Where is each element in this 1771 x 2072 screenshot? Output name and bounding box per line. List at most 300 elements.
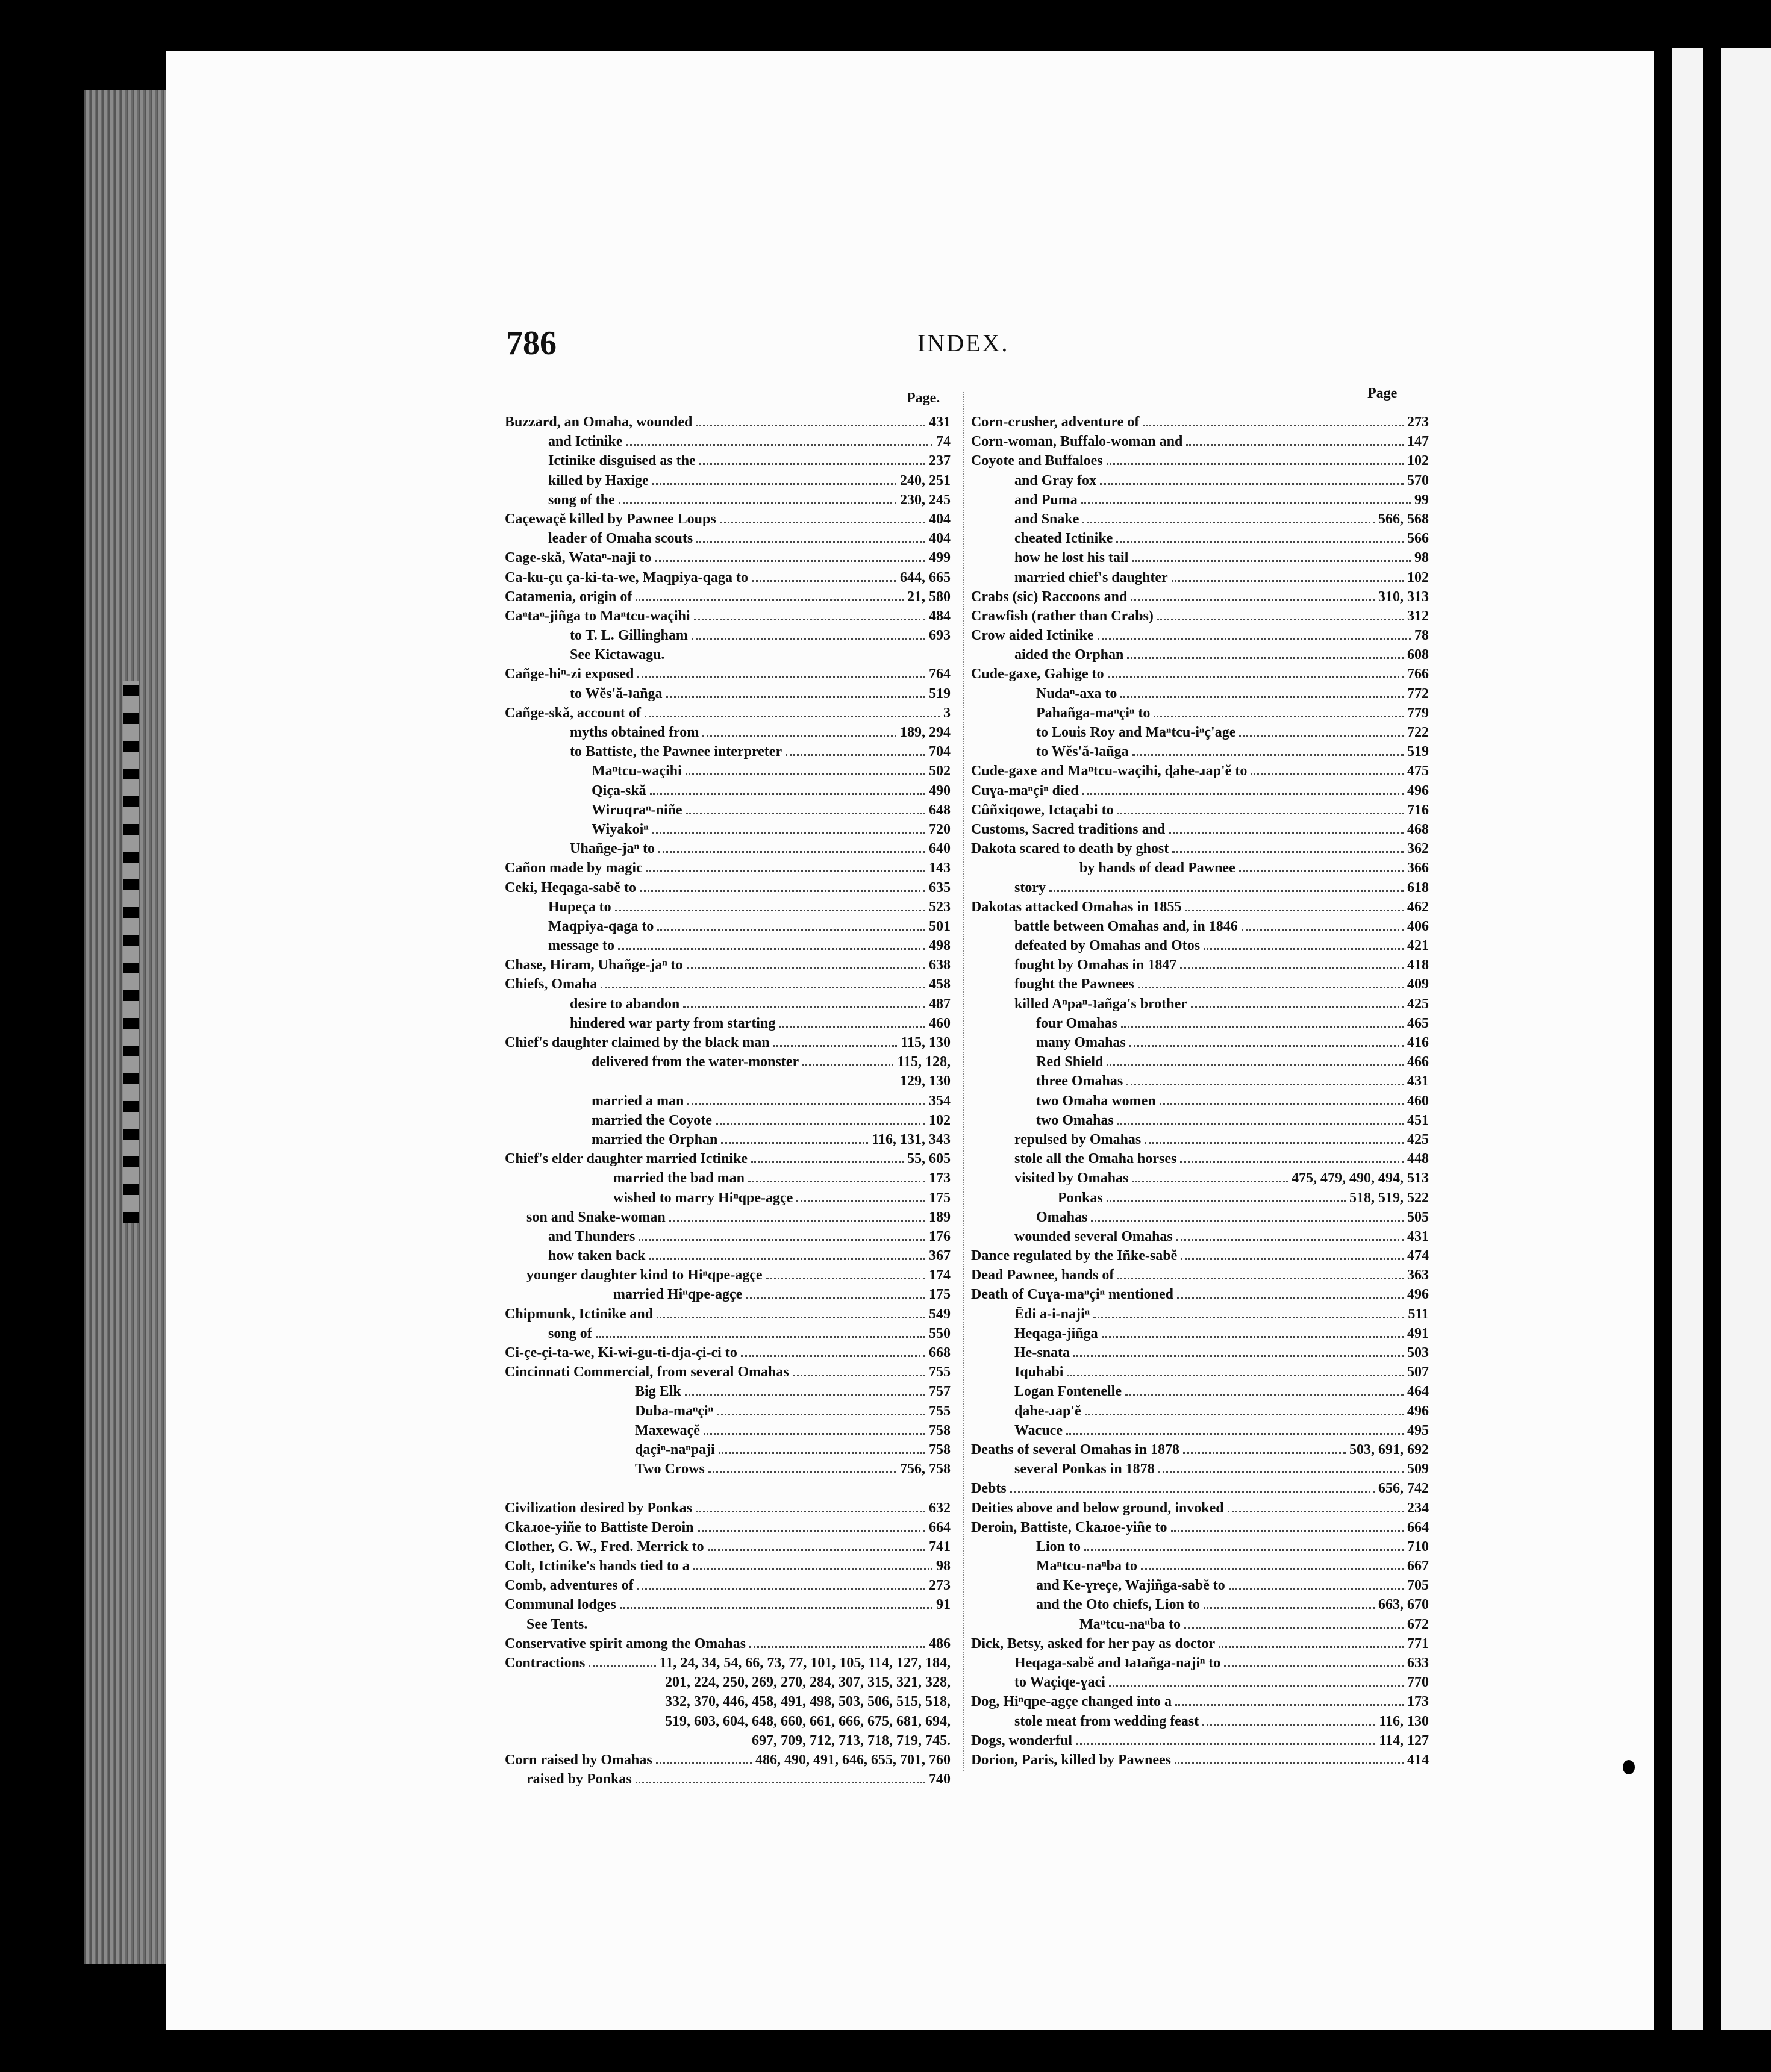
index-entry — [505, 1343, 951, 1362]
index-entry-pages: 406 — [1407, 918, 1429, 934]
index-entry-pages: 115, 130 — [901, 1035, 951, 1050]
dot-leader — [1239, 735, 1404, 737]
index-entry-term: See Tents. — [526, 1616, 588, 1632]
index-entry-pages: 431 — [1407, 1073, 1429, 1090]
index-entry-pages: 490 — [929, 782, 951, 799]
index-entry-pages: 425 — [1407, 1131, 1429, 1147]
index-entry-pages: 91 — [936, 1597, 951, 1613]
index-entry-term: message to — [548, 938, 614, 954]
dot-leader — [717, 1414, 925, 1415]
index-entry-pages: 240, 251 — [900, 472, 951, 488]
index-entry-term: Deroin, Battiste, Ckaɹoe-yiñe to — [971, 1519, 1167, 1535]
index-entry — [971, 587, 1429, 607]
index-entry — [505, 1188, 951, 1208]
dot-leader — [708, 1549, 925, 1551]
index-entry-pages: 78 — [1414, 628, 1429, 644]
dot-leader — [619, 502, 896, 504]
index-entry-term: Nudaⁿ-axa to — [1036, 685, 1117, 702]
dot-leader — [683, 1006, 925, 1008]
index-entry-pages: 566 — [1407, 531, 1429, 547]
index-entry-term: Dance regulated by the Iñke-sabĕ — [971, 1248, 1178, 1264]
index-entry-pages: 496 — [1407, 1403, 1429, 1419]
dot-leader — [1073, 1355, 1404, 1357]
index-entry — [971, 1227, 1429, 1246]
index-entry-term: four Omahas — [1036, 1015, 1117, 1031]
dot-leader — [652, 483, 896, 485]
index-entry-pages: 409 — [1407, 976, 1429, 993]
index-entry — [505, 1382, 951, 1401]
index-entry-term: killed Aⁿpaⁿ-ʇañga's brother — [1014, 996, 1187, 1012]
index-entry — [971, 1576, 1429, 1595]
index-entry-pages: 720 — [929, 821, 951, 837]
index-entry-term: married the Coyote — [592, 1112, 712, 1128]
index-entry-term: Chase, Hiram, Uhañge-jaⁿ to — [505, 957, 683, 973]
dot-leader — [615, 910, 925, 911]
dot-leader — [650, 793, 925, 795]
index-entry — [505, 587, 951, 607]
dot-leader — [637, 1588, 925, 1590]
index-entry-pages: 273 — [1407, 414, 1429, 430]
index-entry-term: He-snata — [1014, 1345, 1070, 1361]
index-entry-term: fought the Pawnees — [1014, 976, 1134, 993]
index-entry-term: to T. L. Gillingham — [570, 628, 688, 644]
index-entry — [505, 1111, 951, 1130]
index-entry-term: Cañge-hiⁿ-zi exposed — [505, 666, 634, 682]
dot-leader — [656, 1762, 752, 1764]
dot-leader — [766, 1278, 926, 1279]
dot-leader — [645, 716, 940, 717]
dot-leader — [699, 463, 925, 465]
dot-leader — [741, 1355, 925, 1357]
index-entry — [505, 955, 951, 975]
index-entry-pages: 704 — [929, 744, 951, 760]
index-entry-term: Wiyakoiⁿ — [592, 821, 649, 837]
index-entry-term: Crow aided Ictinike — [971, 628, 1094, 644]
index-entry-pages: 464 — [1407, 1384, 1429, 1400]
index-entry — [505, 878, 951, 897]
dot-leader — [746, 1297, 925, 1299]
index-entry-pages: 367 — [929, 1248, 951, 1264]
dot-leader — [721, 1142, 868, 1144]
index-entry — [505, 820, 951, 839]
dot-leader — [716, 1123, 925, 1125]
index-entry-term: Iquhabi — [1014, 1364, 1064, 1381]
dot-leader — [1129, 1045, 1404, 1047]
index-entry — [505, 529, 951, 548]
index-entry — [971, 1246, 1429, 1265]
dot-leader — [708, 1471, 896, 1473]
dot-leader — [686, 773, 925, 775]
dot-leader — [696, 1511, 925, 1512]
index-entry-pages: 570 — [1407, 472, 1429, 488]
index-entry-pages: 425 — [1407, 996, 1429, 1012]
spine-binding-marks — [123, 681, 139, 1223]
index-entry-term: song of the — [548, 491, 615, 508]
index-entry-pages: 468 — [1407, 821, 1429, 837]
index-entry — [505, 1615, 951, 1634]
dot-leader — [626, 444, 932, 446]
index-entry — [505, 936, 951, 955]
index-entry-pages: 509 — [1407, 1461, 1429, 1478]
index-entry-pages: 175 — [929, 1287, 951, 1303]
index-entry-term: Contractions — [505, 1655, 586, 1671]
index-entry — [971, 471, 1429, 490]
index-entry — [971, 1091, 1429, 1111]
index-entry-term: Hupeça to — [548, 899, 611, 915]
index-entry-pages: 549 — [929, 1306, 951, 1322]
dot-leader — [649, 1258, 925, 1260]
index-entry-pages: 722 — [1407, 725, 1429, 740]
index-entry-term: two Omaha women — [1036, 1093, 1156, 1109]
dot-leader — [1204, 1607, 1375, 1609]
index-entry-term: Heqaga-jiñga — [1014, 1325, 1098, 1341]
index-entry — [505, 742, 951, 761]
index-entry-term: married the Orphan — [592, 1131, 718, 1147]
index-entry-pages: 764 — [929, 666, 951, 682]
index-entry-term: Caçewaçĕ killed by Pawnee Loups — [505, 511, 716, 527]
dot-leader — [704, 1433, 925, 1435]
dot-leader — [601, 987, 925, 988]
index-entry — [971, 878, 1429, 897]
index-entry — [971, 626, 1429, 645]
index-entry-pages: 465 — [1407, 1015, 1429, 1031]
dot-leader — [696, 541, 925, 543]
index-entry-pages: 758 — [929, 1441, 951, 1458]
index-entry-term: Clother, G. W., Fred. Merrick to — [505, 1538, 704, 1555]
index-entry-term: Red Shield — [1036, 1054, 1104, 1070]
index-entry-pages: 230, 245 — [900, 491, 951, 508]
index-entry — [505, 1130, 951, 1149]
index-entry-pages: 189, 294 — [900, 725, 951, 740]
index-entry — [971, 607, 1429, 626]
index-entry-term: Dog, Hiⁿqpe-agçe changed into a — [971, 1694, 1172, 1710]
dot-leader — [748, 1181, 925, 1182]
dot-leader — [749, 1646, 925, 1648]
index-entry-term: Debts — [971, 1481, 1007, 1497]
index-entry — [971, 684, 1429, 704]
index-entry-term: Dead Pawnee, hands of — [971, 1267, 1114, 1284]
index-entry-pages: 431 — [1407, 1228, 1429, 1244]
index-entry-pages: 664 — [1407, 1519, 1429, 1535]
dot-leader — [786, 754, 925, 756]
index-entry-pages: 418 — [1407, 957, 1429, 973]
index-entry-pages: 129, 130 — [900, 1073, 951, 1090]
index-entry-pages: 487 — [929, 996, 951, 1012]
dot-leader — [1132, 754, 1404, 756]
index-entry-pages: 632 — [929, 1500, 951, 1516]
index-entry-pages: 640 — [929, 841, 951, 857]
index-entry — [971, 1595, 1429, 1614]
dot-leader — [773, 1045, 898, 1047]
index-entry-term: Ēdi a-i-najiⁿ — [1014, 1306, 1090, 1322]
index-entry-pages: 498 — [929, 938, 951, 954]
index-entry-term: Chiefs, Omaha — [505, 976, 598, 993]
index-entry-term: Communal lodges — [505, 1597, 616, 1613]
index-entry — [971, 1518, 1429, 1537]
index-entry-term: and Ictinike — [548, 434, 623, 450]
index-entry-term: Coyote and Buffaloes — [971, 453, 1103, 469]
dot-leader — [1185, 910, 1404, 911]
dot-leader — [657, 1317, 925, 1318]
index-entry-pages: 693 — [929, 628, 951, 644]
index-entry — [505, 607, 951, 626]
index-entry-term: Uhañge-jaⁿ to — [570, 841, 655, 857]
index-entry-pages: 772 — [1407, 685, 1429, 702]
dot-leader — [1138, 987, 1404, 988]
index-entry — [505, 704, 951, 723]
index-entry — [971, 1421, 1429, 1440]
index-entry-term: ɖahe-ɹap'ĕ — [1014, 1403, 1081, 1419]
index-entry-term: married chief's daughter — [1014, 569, 1168, 585]
index-entry — [505, 761, 951, 781]
dot-leader — [1180, 967, 1404, 969]
index-entry-pages: 705 — [1407, 1577, 1429, 1594]
index-entry — [505, 664, 951, 684]
dot-leader — [698, 1530, 926, 1532]
index-entry-term: to Louis Roy and Maⁿtcu-iⁿç'age — [1036, 725, 1236, 740]
index-entry — [971, 1208, 1429, 1227]
dot-leader — [1117, 1123, 1404, 1125]
dot-leader — [796, 1200, 925, 1202]
index-entry-pages: 519 — [929, 685, 951, 702]
index-entry-pages: 474 — [1407, 1248, 1429, 1264]
dot-leader — [1229, 1588, 1404, 1590]
index-entry-pages: 664 — [929, 1519, 951, 1535]
index-entry — [505, 548, 951, 567]
index-entry-term: to Battiste, the Pawnee interpreter — [570, 744, 782, 760]
index-entry-term: raised by Ponkas — [526, 1771, 632, 1788]
index-entry-pages: 354 — [929, 1093, 951, 1109]
index-entry-pages: 672 — [1407, 1616, 1429, 1632]
index-entry — [971, 723, 1429, 742]
index-entry-pages: 466 — [1407, 1054, 1429, 1070]
index-entry-pages: 421 — [1407, 938, 1429, 954]
index-entry — [971, 975, 1429, 994]
index-entry — [505, 1169, 951, 1188]
index-entry-term: Two Crows — [635, 1461, 705, 1478]
index-entry-pages: 519, 603, 604, 648, 660, 661, 666, 675, 681, 694, — [665, 1713, 951, 1729]
index-entry-pages: 608 — [1407, 647, 1429, 663]
index-entry — [505, 1595, 951, 1614]
index-entry — [971, 955, 1429, 975]
index-entry-pages: 618 — [1407, 879, 1429, 896]
index-entry — [971, 1750, 1429, 1770]
dot-leader — [1204, 948, 1404, 950]
index-entry — [971, 451, 1429, 470]
index-entry-pages: 176 — [929, 1228, 951, 1244]
index-entry-term: married the bad man — [613, 1170, 745, 1187]
index-entry — [971, 432, 1429, 451]
index-entry-pages: 779 — [1407, 705, 1429, 721]
dot-leader — [1081, 502, 1411, 504]
index-entry-pages: 771 — [1407, 1635, 1429, 1652]
dot-leader — [637, 676, 925, 678]
index-entry-term: and Puma — [1014, 491, 1078, 508]
dot-leader — [1098, 638, 1411, 640]
index-entry-pages: 234 — [1407, 1500, 1429, 1516]
index-entry-pages: 495 — [1407, 1422, 1429, 1438]
index-entry-pages: 518, 519, 522 — [1349, 1190, 1429, 1206]
dot-leader — [652, 832, 925, 834]
index-entry-pages: 102 — [1407, 453, 1429, 469]
index-entry-pages: 475 — [1407, 763, 1429, 779]
index-entry — [971, 1537, 1429, 1556]
index-entry-pages: 484 — [929, 608, 951, 624]
index-entry-pages: 102 — [929, 1112, 951, 1128]
dot-leader — [751, 1161, 904, 1163]
index-entry — [971, 1033, 1429, 1052]
index-entry-term: Maⁿtcu-naⁿba to — [1036, 1558, 1138, 1574]
index-entry-pages: 462 — [1407, 899, 1429, 915]
index-entry — [505, 1712, 951, 1731]
index-entry-term: Dorion, Paris, killed by Pawnees — [971, 1752, 1172, 1768]
dot-leader — [620, 1607, 932, 1609]
dot-leader — [1116, 541, 1404, 543]
index-entry-pages: 501 — [929, 918, 951, 934]
index-entry-term: Wiruqraⁿ-niñe — [592, 802, 682, 818]
index-entry-term: and Ke-ɣreçe, Wajiñga-sabĕ to — [1036, 1577, 1225, 1594]
index-entry-term: Conservative spirit among the Omahas — [505, 1635, 746, 1652]
index-entry-term: Ca-ku-çu ça-ki-ta-we, Maqpiya-qaga to — [505, 569, 748, 585]
index-entry-term: son and Snake-woman — [526, 1209, 666, 1225]
dot-leader — [1143, 425, 1404, 426]
index-entry-pages: 648 — [929, 802, 951, 818]
index-entry — [505, 858, 951, 878]
index-entry — [505, 917, 951, 936]
index-entry — [505, 1033, 951, 1052]
index-entry-term: Pahañga-maⁿçiⁿ to — [1036, 705, 1151, 721]
dot-leader — [686, 813, 925, 814]
index-entry-pages: 710 — [1407, 1538, 1429, 1555]
dot-leader — [636, 1782, 925, 1783]
index-entry — [505, 1265, 951, 1285]
index-entry-pages: 756, 758 — [900, 1461, 951, 1478]
dot-leader — [702, 735, 896, 737]
dot-leader — [719, 1452, 925, 1454]
index-entry-term: Dakota scared to death by ghost — [971, 841, 1169, 857]
index-entry-pages: 362 — [1407, 841, 1429, 857]
index-entry — [971, 897, 1429, 917]
index-entry-pages: 486, 490, 491, 646, 655, 701, 760 — [755, 1752, 951, 1768]
index-entry — [971, 1692, 1429, 1711]
index-entry-pages: 633 — [1407, 1655, 1429, 1671]
dot-leader — [1141, 1568, 1404, 1570]
index-entry-term: story — [1014, 879, 1046, 896]
index-entry-pages: 755 — [929, 1364, 951, 1381]
index-entry-term: Caⁿtaⁿ-jiñga to Maⁿtcu-waçihi — [505, 608, 690, 624]
index-entry-term: battle between Omahas and, in 1846 — [1014, 918, 1238, 934]
index-entry-pages: 115, 128, — [897, 1054, 951, 1070]
dot-leader — [1109, 1685, 1404, 1687]
index-entry-pages: 310, 313 — [1378, 588, 1429, 605]
index-entry — [971, 1285, 1429, 1304]
index-entry-term: Logan Fontenelle — [1014, 1384, 1122, 1400]
index-entry — [505, 1305, 951, 1324]
index-entry-pages: 98 — [936, 1558, 951, 1574]
index-entry-term: Corn-woman, Buffalo-woman and — [971, 434, 1183, 450]
index-entry-term: Cincinnati Commercial, from several Omahas — [505, 1364, 789, 1381]
index-entry-pages: 404 — [929, 511, 951, 527]
index-entry — [971, 1362, 1429, 1382]
dot-leader — [1121, 1026, 1404, 1028]
index-entry — [505, 1014, 951, 1033]
index-entry-term: to Wĕs'ă-ʇañga — [570, 685, 663, 702]
index-entry-term: married Hiⁿqpe-agçe — [613, 1287, 743, 1303]
dot-leader — [1154, 716, 1404, 717]
index-entry-pages: 451 — [1407, 1112, 1429, 1128]
index-entry — [971, 1052, 1429, 1072]
index-entry-pages: 503 — [1407, 1345, 1429, 1361]
index-entry — [971, 1402, 1429, 1421]
dot-leader — [694, 619, 925, 620]
dot-leader — [1176, 1239, 1404, 1241]
index-entry — [505, 1440, 951, 1459]
dot-leader — [1093, 1317, 1404, 1318]
index-entry-term: delivered from the water-monster — [592, 1054, 799, 1070]
index-entry-term: wished to marry Hiⁿqpe-agçe — [613, 1190, 793, 1206]
dot-leader — [1160, 1103, 1404, 1105]
dot-leader — [1132, 1181, 1288, 1182]
index-entry — [971, 1673, 1429, 1692]
index-entry-term: Maⁿtcu-waçihi — [592, 763, 682, 779]
dot-leader — [1172, 580, 1404, 582]
index-entry-term: Dogs, wonderful — [971, 1732, 1073, 1749]
index-entry-term: to Waçiqe-ɣaci — [1014, 1674, 1105, 1691]
index-entry-pages: 174 — [929, 1267, 951, 1284]
dot-leader — [685, 1394, 925, 1396]
index-entry-term: stole meat from wedding feast — [1014, 1713, 1199, 1729]
dot-leader — [1224, 1665, 1404, 1667]
index-entry-term: several Ponkas in 1878 — [1014, 1461, 1155, 1478]
index-entry-term: desire to abandon — [570, 996, 680, 1012]
index-entry-term: Cûñxiqowe, Ictaçabi to — [971, 802, 1114, 818]
index-entry — [971, 1459, 1429, 1479]
index-entry — [505, 684, 951, 704]
dot-leader — [1120, 696, 1404, 698]
dot-leader — [1084, 1549, 1404, 1551]
index-entry-pages: 757 — [929, 1384, 951, 1400]
index-entry-pages: 566, 568 — [1378, 511, 1429, 527]
index-entry-term: Cañon made by magic — [505, 860, 643, 876]
index-entry — [971, 1343, 1429, 1362]
dot-leader — [1082, 522, 1375, 523]
index-entry-term: Wacuce — [1014, 1422, 1063, 1438]
index-entry-term: stole all the Omaha horses — [1014, 1151, 1177, 1167]
index-entry — [971, 917, 1429, 936]
index-entry-term: Maqpiya-qaga to — [548, 918, 654, 934]
index-entry — [505, 1421, 951, 1440]
index-entry — [971, 858, 1429, 878]
dot-leader — [1172, 851, 1404, 853]
index-entry-pages: 475, 479, 490, 494, 513 — [1292, 1170, 1429, 1187]
index-entry — [971, 1111, 1429, 1130]
dot-leader — [589, 1665, 655, 1667]
index-entry-pages: 74 — [936, 434, 951, 450]
index-entry-term: Dakotas attacked Omahas in 1855 — [971, 899, 1182, 915]
index-entry-term: Deaths of several Omahas in 1878 — [971, 1441, 1179, 1458]
index-entry-pages: 237 — [929, 453, 951, 469]
index-entry — [505, 1556, 951, 1576]
index-entry — [971, 1188, 1429, 1208]
next-page-edge — [1672, 48, 1771, 2030]
index-entry-pages: 523 — [929, 899, 951, 915]
index-entry — [505, 975, 951, 994]
index-entry — [505, 1285, 951, 1304]
index-entry-pages: 667 — [1407, 1558, 1429, 1574]
index-entry-pages: 114, 127 — [1379, 1732, 1429, 1749]
index-entry-pages: 116, 131, 343 — [872, 1131, 951, 1147]
dot-leader — [1102, 1336, 1404, 1338]
